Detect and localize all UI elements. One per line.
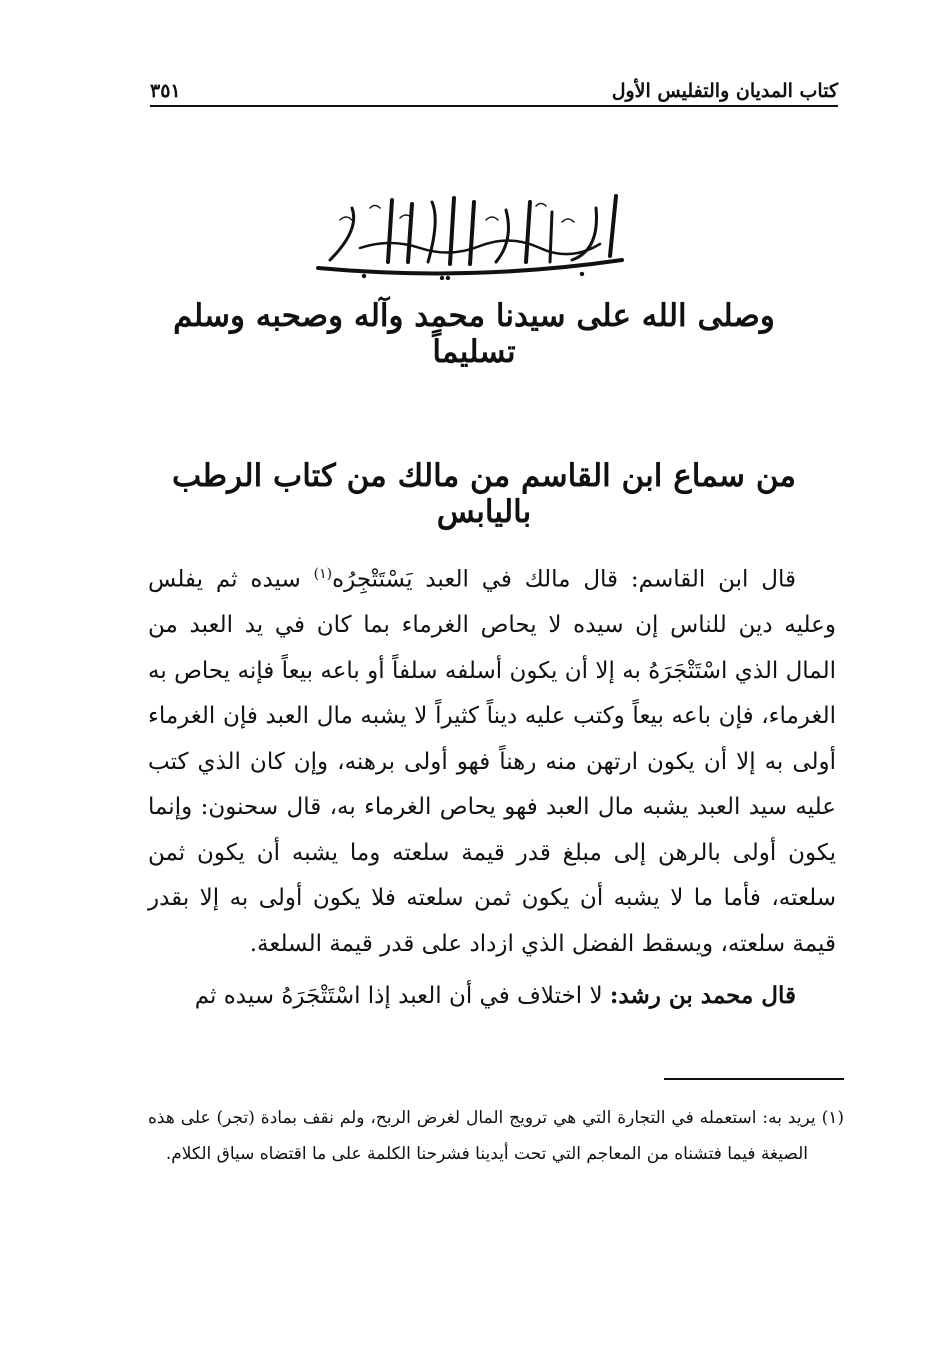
paragraph-text: لا اختلاف في أن العبد إذا اسْتَتْجَرَهُ سيده ثم — [194, 983, 603, 1010]
speaker-label: قال محمد بن رشد: — [609, 982, 796, 1010]
chapter-title: من سماع ابن القاسم من مالك من كتاب الرطب باليابس — [171, 458, 797, 530]
running-head — [150, 72, 838, 102]
running-head-title: كتاب المديان والتفليس الأول — [611, 80, 838, 102]
paragraph-text-rest: سيده ثم يفلس وعليه دين للناس إن سيده لا يحاص الغرماء بما كان في يد العبد من المال الذي اسْتَتْجَرَهُ به إلا أن يكون أسلفه سلفاً أو باعه بيعاً فإنه يحاص به الغرماء، فإن باعه بيعاً وكتب عليه ديناً كثيراً لا يشبه مال العبد فإن الغرماء أولى به إلا أن يكون ارتهن منه رهناً فهو أولى برهنه، وإن كان الذي كتب عليه سيد العبد يشبه مال العبد فهو يحاص الغرماء به، قال سحنون: وإنما يكون أولى بالرهن إلى مبلغ قدر قيمة سلعته وما يشبه أن يكون ثمن سلعته، فأما ما لا يشبه أن يكون ثمن سلعته فلا يكون أولى به إلا بقدر قيمة سلعته، ويسقط الفضل الذي ازداد على قدر قيمة السلعة. — [148, 566, 836, 957]
basmala-calligraphy — [300, 190, 640, 280]
paragraph — [148, 973, 836, 1020]
footnote-text: يريد به: استعمله في التجارة التي هي ترويج المال لغرض الربح، ولم نقف بمادة (تجر) على هذه الصيغة فيما فتشناه من المعاجم التي تحت أيدينا فشرحنا الكلمة على ما اقتضاه سياق الكلام. — [148, 1108, 816, 1164]
basmala-calligraphy-graphic — [300, 190, 640, 280]
footnote-reference: (١) — [313, 566, 333, 582]
footnotes — [148, 1100, 844, 1172]
footnote-item — [148, 1100, 844, 1172]
paragraph-text-start: قال ابن القاسم: قال مالك في العبد يَسْتَتْجِرُه — [332, 566, 797, 593]
paragraph — [148, 552, 836, 967]
footnote-rule — [664, 1078, 844, 1080]
header-rule — [150, 105, 838, 107]
benediction: وصلى الله على سيدنا محمد وآله وصحبه وسلم تسليماً — [173, 298, 775, 370]
page-number: ٣٥١ — [150, 80, 181, 102]
body-text — [148, 552, 836, 1020]
footnote-marker: (١) — [821, 1108, 845, 1128]
